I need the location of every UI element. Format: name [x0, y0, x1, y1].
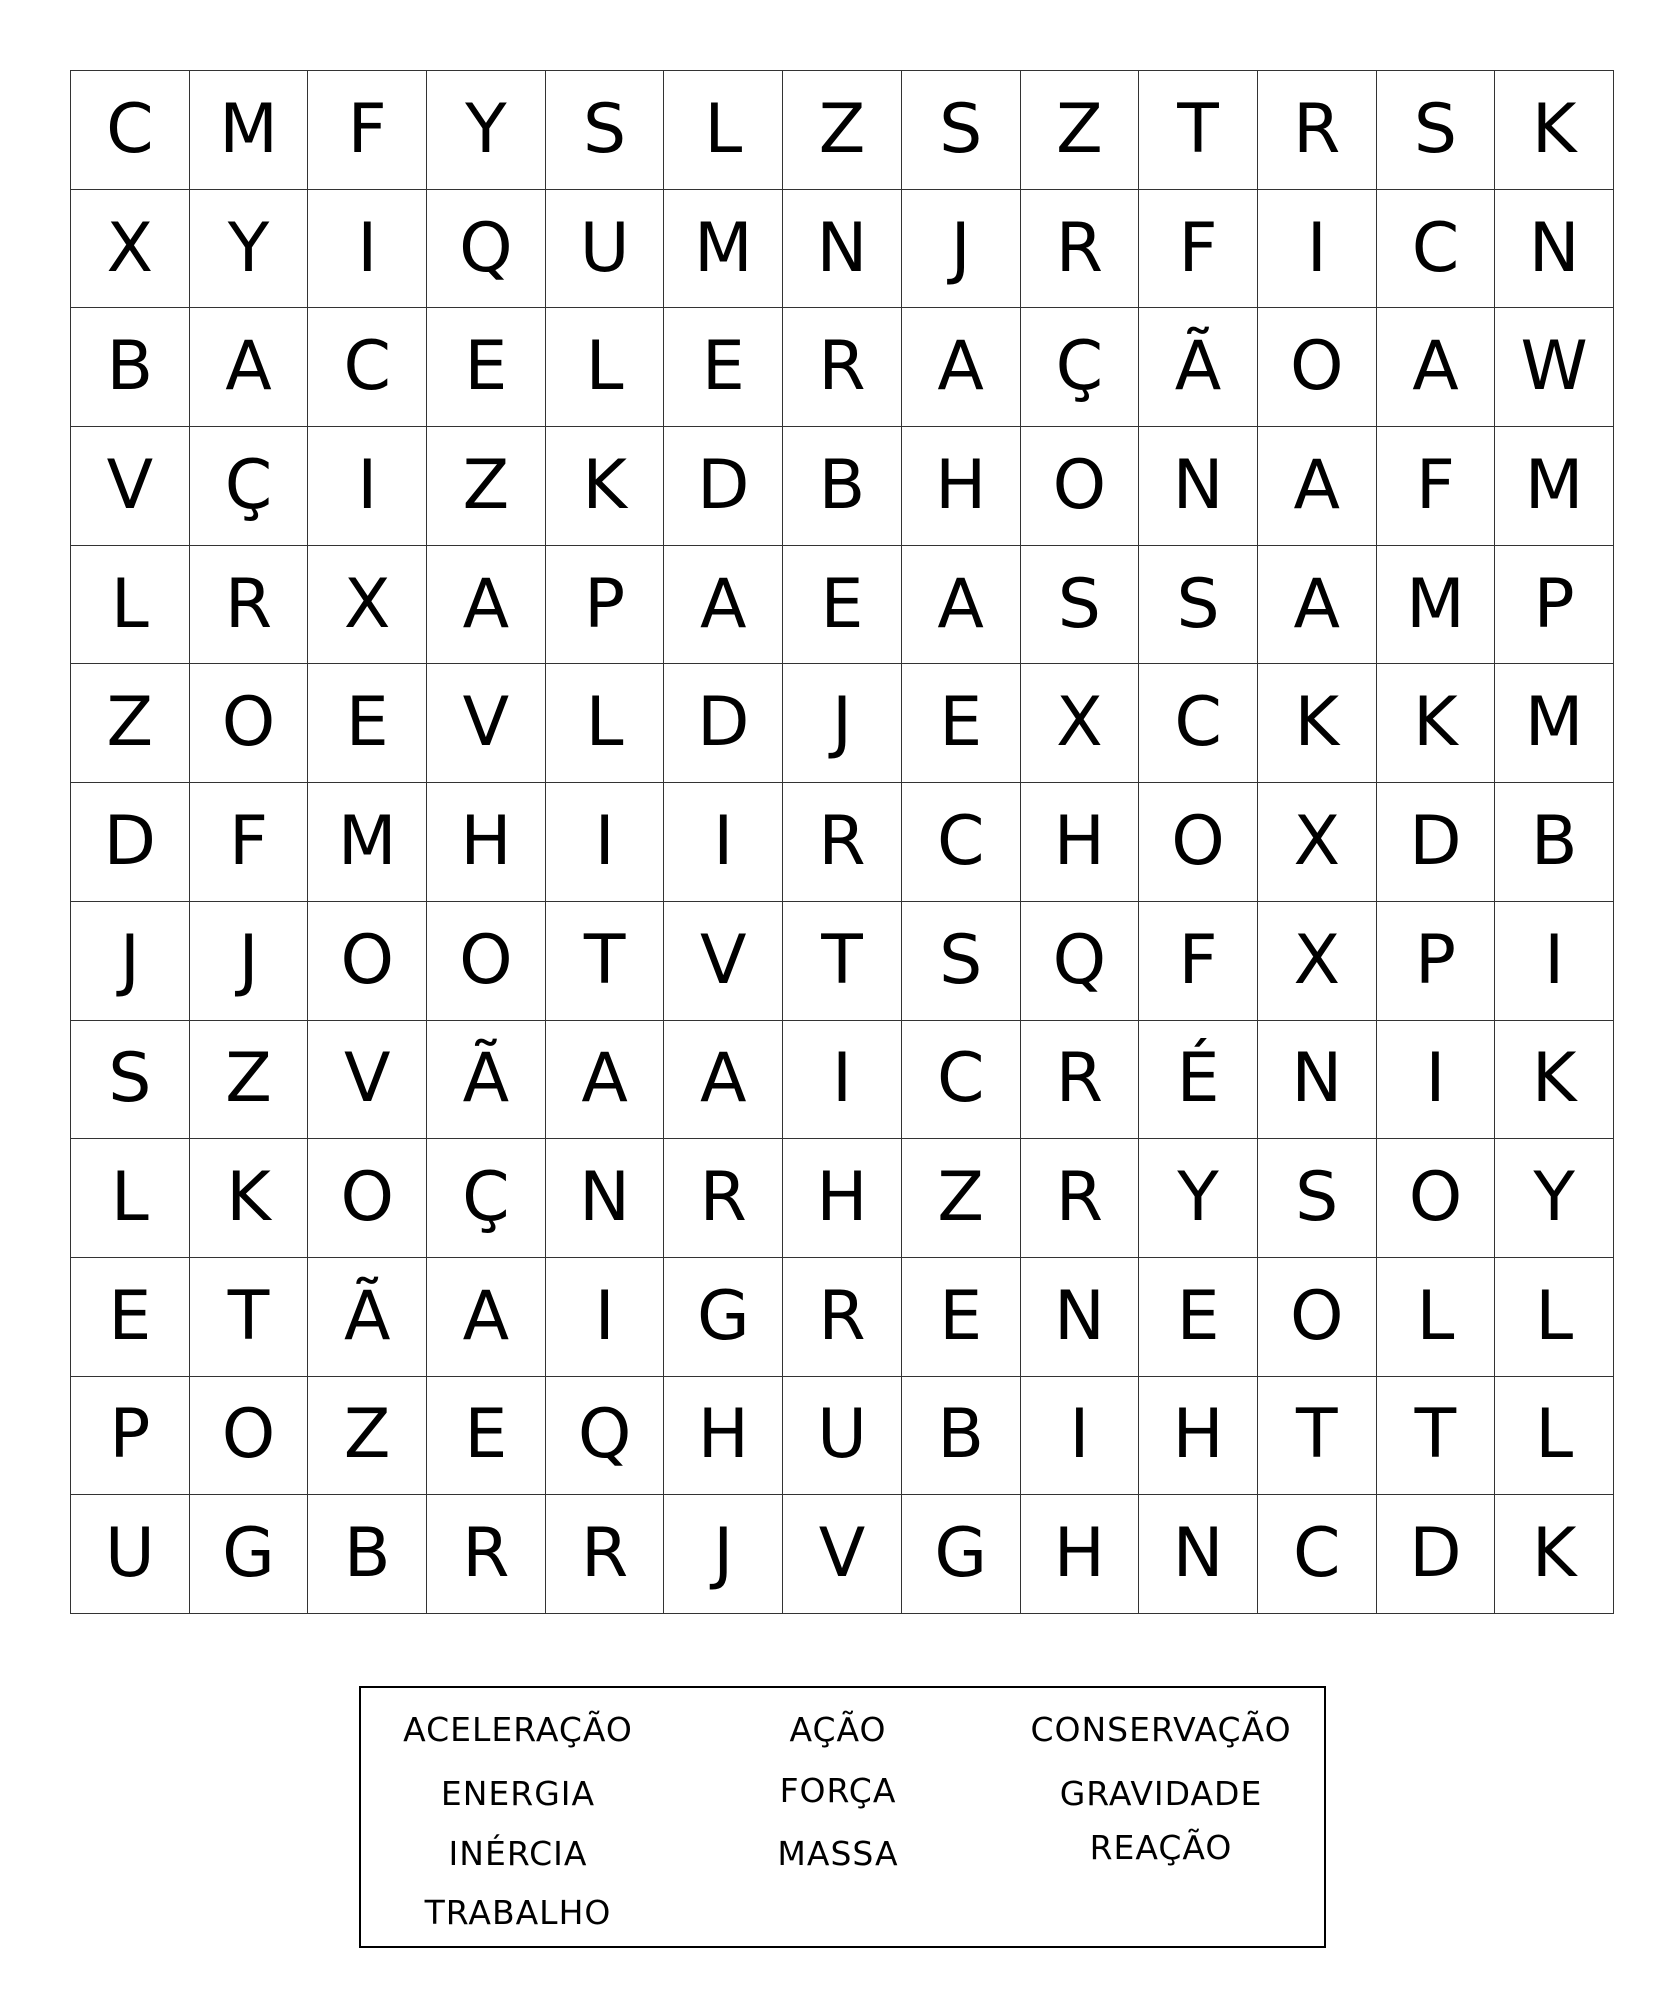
word-list-item: ACELERAÇÃO [403, 1710, 633, 1749]
grid-cell[interactable]: L [664, 71, 783, 190]
grid-cell[interactable]: G [190, 1495, 309, 1614]
grid-cell[interactable]: Z [783, 71, 902, 190]
grid-cell[interactable]: S [71, 1021, 190, 1140]
grid-cell[interactable]: A [902, 308, 1021, 427]
grid-cell[interactable]: J [783, 664, 902, 783]
grid-cell[interactable]: H [1139, 1377, 1258, 1496]
grid-cell[interactable]: L [71, 1139, 190, 1258]
grid-cell[interactable]: L [546, 308, 665, 427]
word-list-item: GRAVIDADE [1059, 1774, 1263, 1813]
grid-cell[interactable]: D [71, 783, 190, 902]
grid-cell[interactable]: J [902, 190, 1021, 309]
grid-cell[interactable]: V [71, 427, 190, 546]
grid-cell[interactable]: I [546, 783, 665, 902]
grid-cell[interactable]: Z [902, 1139, 1021, 1258]
grid-cell[interactable]: F [308, 71, 427, 190]
grid-cell[interactable]: Y [1495, 1139, 1614, 1258]
word-search-grid [70, 70, 1614, 1614]
grid-cell[interactable]: O [1258, 308, 1377, 427]
grid-cell[interactable]: E [902, 1258, 1021, 1377]
grid-cell[interactable]: Ã [308, 1258, 427, 1377]
grid-cell[interactable]: P [1495, 546, 1614, 665]
grid-cell[interactable]: V [783, 1495, 902, 1614]
word-list-item: AÇÃO [789, 1710, 887, 1749]
grid-cell[interactable]: E [902, 664, 1021, 783]
word-list-item: ENERGIA [440, 1774, 596, 1813]
grid-cell[interactable]: R [546, 1495, 665, 1614]
grid-cell[interactable]: V [664, 902, 783, 1021]
grid-cell[interactable]: R [783, 783, 902, 902]
grid-cell[interactable]: R [783, 308, 902, 427]
grid-cell[interactable]: I [308, 427, 427, 546]
word-list-item: TRABALHO [424, 1893, 612, 1932]
grid-cell[interactable]: É [1139, 1021, 1258, 1140]
grid-cell[interactable]: R [190, 546, 309, 665]
grid-cell[interactable]: I [1021, 1377, 1140, 1496]
grid-cell[interactable]: D [664, 664, 783, 783]
grid-cell[interactable]: U [783, 1377, 902, 1496]
grid-cell[interactable]: L [1377, 1258, 1496, 1377]
grid-cell[interactable]: I [664, 783, 783, 902]
grid-cell[interactable]: S [1139, 546, 1258, 665]
grid-cell[interactable]: O [1377, 1139, 1496, 1258]
grid-cell[interactable]: K [1495, 1021, 1614, 1140]
grid-cell[interactable]: X [71, 190, 190, 309]
grid-cell[interactable]: A [1258, 546, 1377, 665]
grid-cell[interactable]: E [71, 1258, 190, 1377]
grid-cell[interactable]: X [1021, 664, 1140, 783]
grid-cell[interactable]: B [783, 427, 902, 546]
grid-cell[interactable]: U [71, 1495, 190, 1614]
grid-cell[interactable]: L [71, 546, 190, 665]
grid-cell[interactable]: H [1021, 1495, 1140, 1614]
grid-cell[interactable]: N [1139, 427, 1258, 546]
grid-cell[interactable]: O [1021, 427, 1140, 546]
grid-cell[interactable]: O [190, 664, 309, 783]
grid-cell[interactable]: N [783, 190, 902, 309]
grid-cell[interactable]: O [190, 1377, 309, 1496]
grid-cell[interactable]: O [1258, 1258, 1377, 1377]
grid-cell[interactable]: O [308, 902, 427, 1021]
word-list-item: MASSA [777, 1834, 899, 1873]
grid-cell[interactable]: T [1258, 1377, 1377, 1496]
grid-cell[interactable]: I [783, 1021, 902, 1140]
grid-cell[interactable]: N [1021, 1258, 1140, 1377]
grid-cell[interactable]: J [190, 902, 309, 1021]
grid-cell[interactable]: I [546, 1258, 665, 1377]
grid-cell[interactable]: H [783, 1139, 902, 1258]
grid-cell[interactable]: X [308, 546, 427, 665]
grid-cell[interactable]: D [1377, 1495, 1496, 1614]
grid-cell[interactable]: L [1495, 1258, 1614, 1377]
grid-cell[interactable]: A [546, 1021, 665, 1140]
grid-cell[interactable]: Ç [1021, 308, 1140, 427]
grid-cell[interactable]: M [190, 71, 309, 190]
grid-cell[interactable]: P [1377, 902, 1496, 1021]
grid-cell[interactable]: Z [427, 427, 546, 546]
grid-cell[interactable]: N [1495, 190, 1614, 309]
grid-cell[interactable]: A [1377, 308, 1496, 427]
grid-cell[interactable]: I [1258, 190, 1377, 309]
grid-cell[interactable]: T [546, 902, 665, 1021]
grid-cell[interactable]: I [1377, 1021, 1496, 1140]
word-list-item: FORÇA [779, 1771, 897, 1810]
grid-cell[interactable]: O [1139, 783, 1258, 902]
grid-cell[interactable]: K [1377, 664, 1496, 783]
grid-cell[interactable]: A [1258, 427, 1377, 546]
grid-cell[interactable]: F [1377, 427, 1496, 546]
grid-cell[interactable]: V [308, 1021, 427, 1140]
grid-cell[interactable]: L [546, 664, 665, 783]
grid-cell[interactable]: E [1139, 1258, 1258, 1377]
grid-cell[interactable]: J [71, 902, 190, 1021]
grid-cell[interactable]: A [664, 546, 783, 665]
grid-cell[interactable]: B [308, 1495, 427, 1614]
grid-cell[interactable]: S [1258, 1139, 1377, 1258]
grid-cell[interactable]: E [427, 1377, 546, 1496]
grid-cell[interactable]: K [1495, 71, 1614, 190]
grid-cell[interactable]: B [902, 1377, 1021, 1496]
grid-cell[interactable]: C [308, 308, 427, 427]
grid-cell[interactable]: M [1495, 427, 1614, 546]
grid-cell[interactable]: E [308, 664, 427, 783]
grid-cell[interactable]: B [71, 308, 190, 427]
grid-cell[interactable]: R [1021, 1021, 1140, 1140]
grid-cell[interactable]: Ç [427, 1139, 546, 1258]
word-list-item: REAÇÃO [1089, 1828, 1233, 1867]
grid-cell[interactable]: X [1258, 902, 1377, 1021]
grid-cell[interactable]: N [1258, 1021, 1377, 1140]
grid-cell[interactable]: G [664, 1258, 783, 1377]
grid-cell[interactable]: C [1139, 664, 1258, 783]
grid-cell[interactable]: F [1139, 190, 1258, 309]
grid-cell[interactable]: A [902, 546, 1021, 665]
grid-cell[interactable]: F [190, 783, 309, 902]
grid-cell[interactable]: Ã [1139, 308, 1258, 427]
grid-cell[interactable]: Y [190, 190, 309, 309]
grid-cell[interactable]: W [1495, 308, 1614, 427]
grid-cell[interactable]: Z [308, 1377, 427, 1496]
grid-cell[interactable]: E [427, 308, 546, 427]
grid-cell[interactable]: S [902, 71, 1021, 190]
grid-cell[interactable]: C [1377, 190, 1496, 309]
grid-cell[interactable]: K [190, 1139, 309, 1258]
grid-cell[interactable]: M [1495, 664, 1614, 783]
grid-cell[interactable]: D [1377, 783, 1496, 902]
word-list-item: INÉRCIA [448, 1834, 588, 1873]
grid-cell[interactable]: Ã [427, 1021, 546, 1140]
grid-cell[interactable]: H [664, 1377, 783, 1496]
grid-cell[interactable]: T [1377, 1377, 1496, 1496]
grid-cell[interactable]: T [1139, 71, 1258, 190]
grid-cell[interactable]: M [308, 783, 427, 902]
grid-cell[interactable]: U [546, 190, 665, 309]
grid-cell[interactable]: E [783, 546, 902, 665]
grid-cell[interactable]: Q [427, 190, 546, 309]
grid-cell[interactable]: R [1021, 190, 1140, 309]
grid-cell[interactable]: O [427, 902, 546, 1021]
grid-cell[interactable]: P [546, 546, 665, 665]
grid-cell[interactable]: S [546, 71, 665, 190]
grid-cell[interactable]: Y [1139, 1139, 1258, 1258]
grid-cell[interactable]: G [902, 1495, 1021, 1614]
grid-cell[interactable]: S [1377, 71, 1496, 190]
grid-cell[interactable]: D [664, 427, 783, 546]
word-list-box [359, 1686, 1326, 1948]
grid-cell[interactable]: T [783, 902, 902, 1021]
grid-cell[interactable]: N [546, 1139, 665, 1258]
grid-cell[interactable]: K [546, 427, 665, 546]
grid-cell[interactable]: O [308, 1139, 427, 1258]
grid-cell[interactable]: X [1258, 783, 1377, 902]
grid-cell[interactable]: M [1377, 546, 1496, 665]
grid-cell[interactable]: H [1021, 783, 1140, 902]
grid-cell[interactable]: H [427, 783, 546, 902]
grid-cell[interactable]: Z [190, 1021, 309, 1140]
grid-cell[interactable]: K [1258, 664, 1377, 783]
grid-cell[interactable]: S [902, 902, 1021, 1021]
grid-cell[interactable]: A [427, 546, 546, 665]
grid-cell[interactable]: A [427, 1258, 546, 1377]
grid-cell[interactable]: I [308, 190, 427, 309]
grid-cell[interactable]: C [902, 1021, 1021, 1140]
grid-cell[interactable]: T [190, 1258, 309, 1377]
grid-cell[interactable]: M [664, 190, 783, 309]
grid-cell[interactable]: L [1495, 1377, 1614, 1496]
grid-cell[interactable]: C [1258, 1495, 1377, 1614]
grid-cell[interactable]: C [902, 783, 1021, 902]
grid-cell[interactable]: R [427, 1495, 546, 1614]
grid-cell[interactable]: E [664, 308, 783, 427]
grid-cell[interactable]: Q [1021, 902, 1140, 1021]
grid-cell[interactable]: H [902, 427, 1021, 546]
grid-cell[interactable]: Ç [190, 427, 309, 546]
grid-cell[interactable]: A [664, 1021, 783, 1140]
grid-cell[interactable]: S [1021, 546, 1140, 665]
grid-cell[interactable]: K [1495, 1495, 1614, 1614]
word-list-item: CONSERVAÇÃO [1030, 1710, 1292, 1749]
grid-cell[interactable]: F [1139, 902, 1258, 1021]
grid-cell[interactable]: A [190, 308, 309, 427]
grid-cell[interactable]: C [71, 71, 190, 190]
grid-cell[interactable]: N [1139, 1495, 1258, 1614]
grid-cell[interactable]: R [783, 1258, 902, 1377]
grid-cell[interactable]: V [427, 664, 546, 783]
grid-cell[interactable]: B [1495, 783, 1614, 902]
grid-cell[interactable]: Q [546, 1377, 665, 1496]
grid-cell[interactable]: Z [71, 664, 190, 783]
grid-cell[interactable]: P [71, 1377, 190, 1496]
grid-cell[interactable]: R [1258, 71, 1377, 190]
grid-cell[interactable]: R [664, 1139, 783, 1258]
grid-cell[interactable]: Y [427, 71, 546, 190]
grid-cell[interactable]: J [664, 1495, 783, 1614]
grid-cell[interactable]: I [1495, 902, 1614, 1021]
grid-cell[interactable]: R [1021, 1139, 1140, 1258]
grid-cell[interactable]: Z [1021, 71, 1140, 190]
